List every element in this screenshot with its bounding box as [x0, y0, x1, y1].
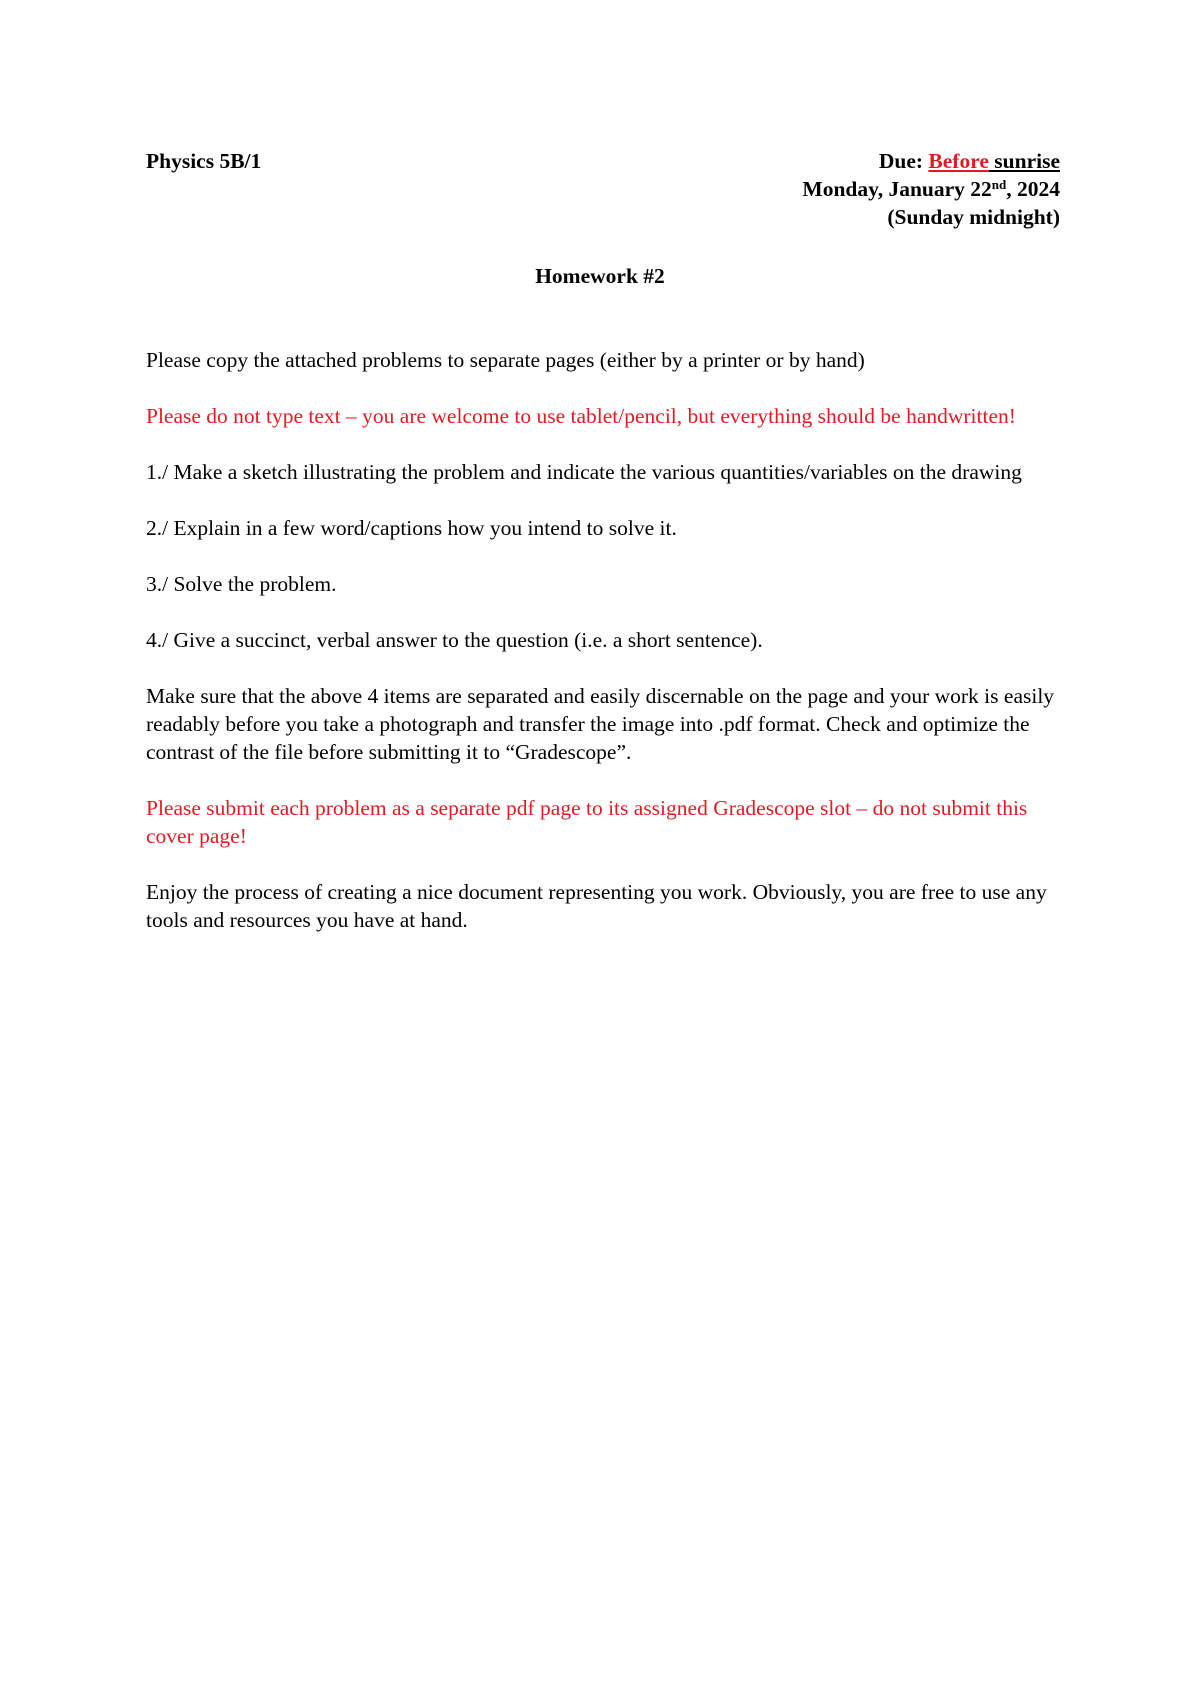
instruction-enjoy: Enjoy the process of creating a nice document representing you work. Obviously, you are free to use any tools and resources you have at hand.: [146, 880, 1047, 932]
instruction-step-4: 4./ Give a succinct, verbal answer to the question (i.e. a short sentence).: [146, 628, 763, 652]
due-date-main: Monday, January 22: [802, 177, 992, 201]
due-date-year: , 2024: [1006, 177, 1060, 201]
course-name: Physics 5B/1: [146, 149, 262, 173]
due-line: [802, 147, 1060, 175]
homework-title: Homework #2: [535, 264, 665, 288]
instruction-step-3: 3./ Solve the problem.: [146, 572, 337, 596]
instructions-body: [146, 346, 1068, 962]
due-emphasis: Before: [928, 149, 989, 173]
due-label: Due:: [878, 149, 929, 173]
due-date: [802, 175, 1060, 203]
due-date-suffix: nd: [991, 177, 1007, 192]
instruction-step-2: 2./ Explain in a few word/captions how you intend to solve it.: [146, 516, 677, 540]
due-rest: sunrise: [988, 149, 1060, 173]
instruction-submit-warning: Please submit each problem as a separate pdf page to its assigned Gradescope slot – do not submit this cover page!: [146, 796, 1028, 848]
instruction-step-1: 1./ Make a sketch illustrating the problem and indicate the various quantities/variables on the drawing: [146, 460, 1022, 484]
due-note: (Sunday midnight): [887, 205, 1060, 229]
instruction-format: Make sure that the above 4 items are separated and easily discernable on the page and your work is easily readably before you take a photograph and transfer the image into .pdf format. Check and optimize the contrast of the file before submitting it to “Gradescope”.: [146, 684, 1055, 764]
due-block: [802, 147, 1060, 231]
instruction-copy-problems: Please copy the attached problems to separate pages (either by a printer or by hand): [146, 348, 865, 372]
instruction-handwritten-warning: Please do not type text – you are welcome to use tablet/pencil, but everything should be handwritten!: [146, 404, 1016, 428]
